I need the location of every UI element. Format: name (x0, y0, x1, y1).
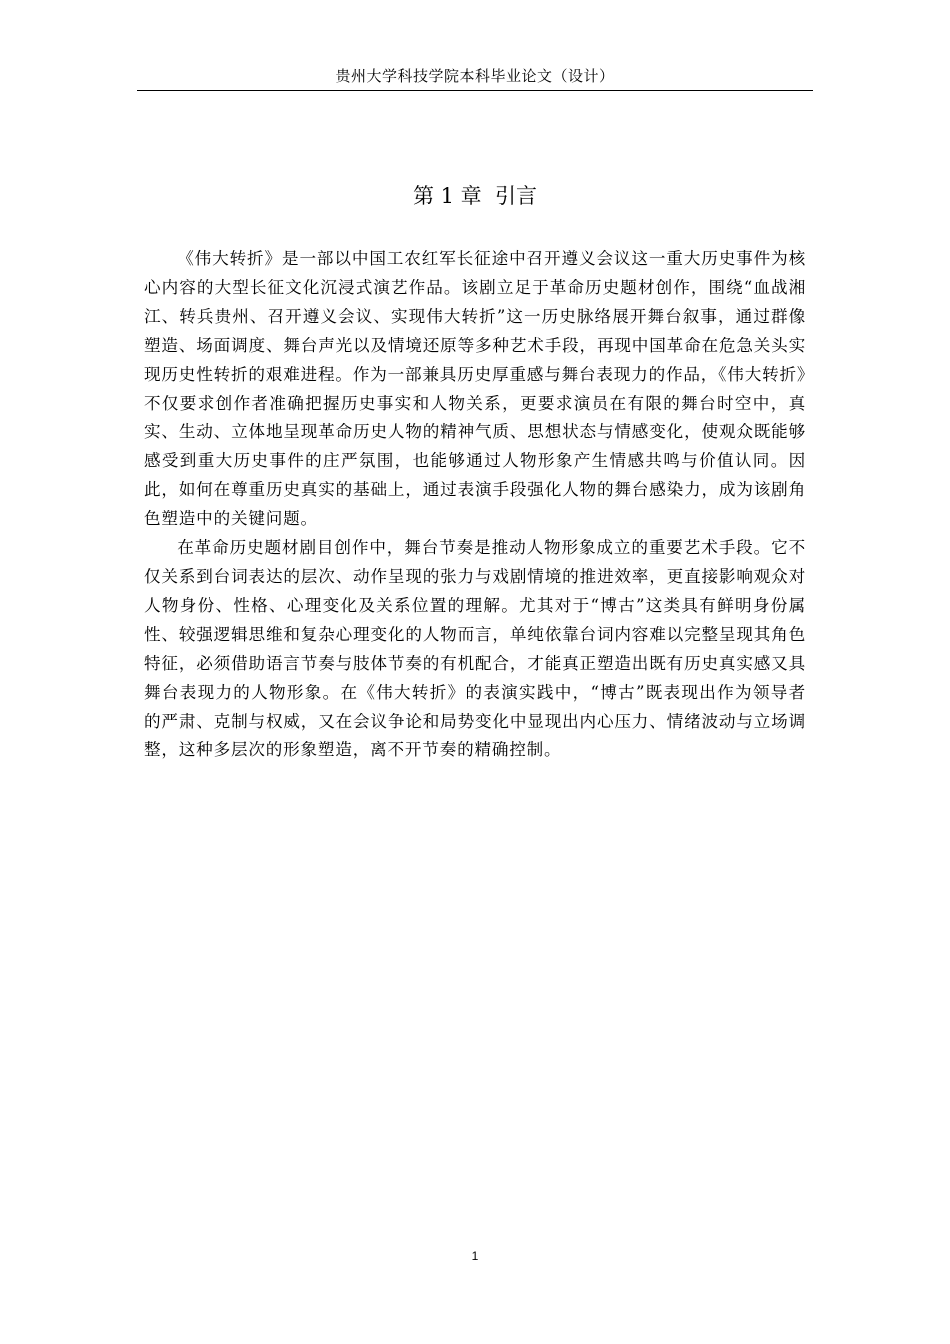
chapter-title (137, 179, 813, 213)
chapter-number: 第 1 章 (412, 184, 482, 208)
page-number: 1 (471, 1249, 479, 1263)
chapter-heading: 引言 (495, 184, 538, 208)
running-header: 贵州大学科技学院本科毕业论文（设计） (335, 67, 615, 85)
chapter-body (144, 245, 806, 765)
header-rule (137, 90, 813, 91)
body-paragraph-2: 在革命历史题材剧目创作中，舞台节奏是推动人物形象成立的重要艺术手段。它不仅关系到台词表达的层次、动作呈现的张力与戏剧情境的推进效率，更直接影响观众对人物身份、性格、心理变化及关系位置的理解。尤其对于“博古”这类具有鲜明身份属性、较强逻辑思维和复杂心理变化的人物而言，单纯依靠台词内容难以完整呈现其角色特征，必须借助语言节奏与肢体节奏的有机配合，才能真正塑造出既有历史真实感又具舞台表现力的人物形象。在《伟大转折》的表演实践中，“博古”既表现出作为领导者的严肃、克制与权威，又在会议争论和局势变化中显现出内心压力、情绪波动与立场调整，这种多层次的形象塑造，离不开节奏的精确控制。 (144, 538, 806, 760)
body-paragraph-1: 《伟大转折》是一部以中国工农红军长征途中召开遵义会议这一重大历史事件为核心内容的大型长征文化沉浸式演艺作品。该剧立足于革命历史题材创作，围绕“血战湘江、转兵贵州、召开遵义会议、实现伟大转折”这一历史脉络展开舞台叙事，通过群像塑造、场面调度、舞台声光以及情境还原等多种艺术手段，再现中国革命在危急关头实现历史性转折的艰难进程。作为一部兼具历史厚重感与舞台表现力的作品，《伟大转折》不仅要求创作者准确把握历史事实和人物关系，更要求演员在有限的舞台时空中，真实、生动、立体地呈现革命历史人物的精神气质、思想状态与情感变化，使观众既能够感受到重大历史事件的庄严氛围，也能够通过人物形象产生情感共鸣与价值认同。因此，如何在尊重历史真实的基础上，通过表演手段强化人物的舞台感染力，成为该剧角色塑造中的关键问题。 (144, 249, 806, 529)
